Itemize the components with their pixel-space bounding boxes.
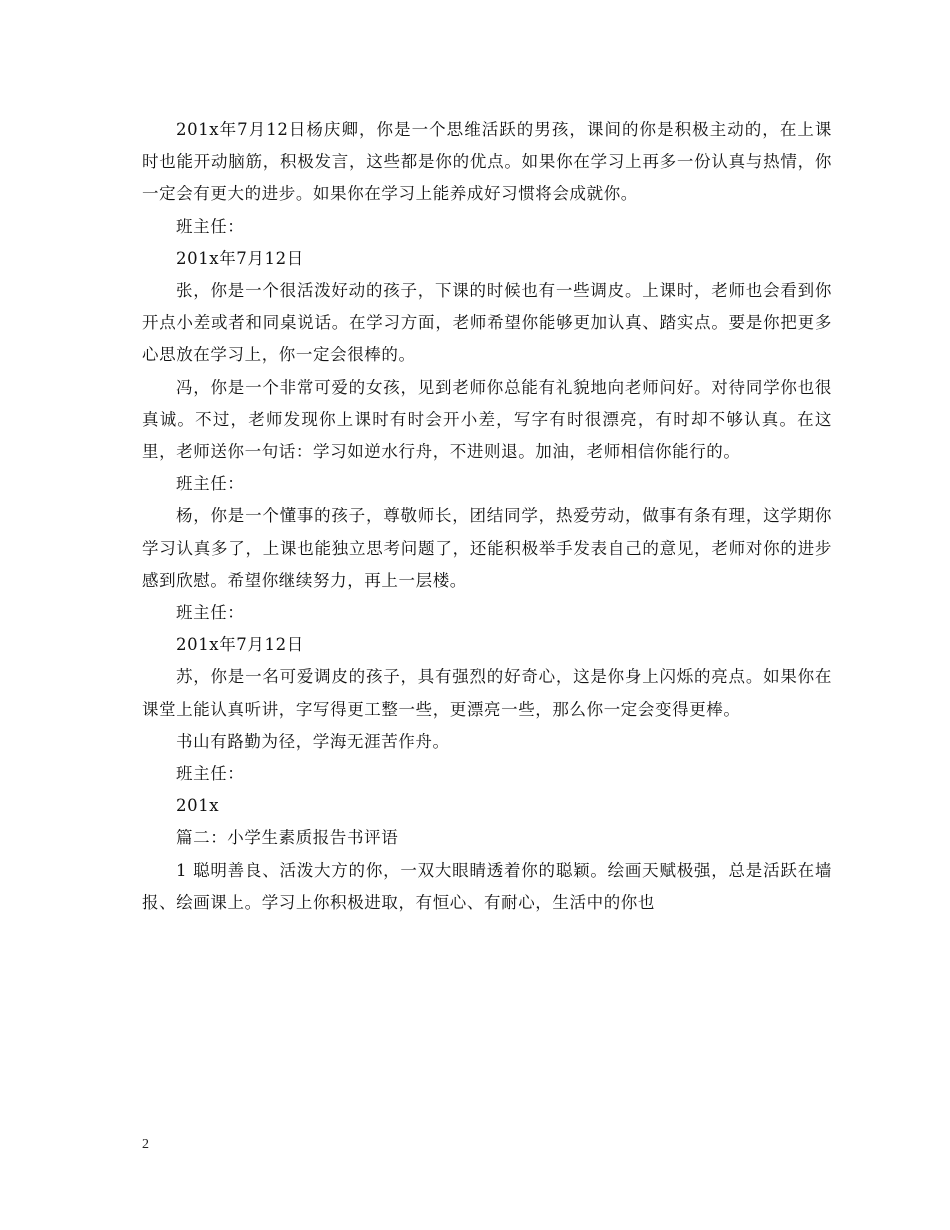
paragraph: 张，你是一个很活泼好动的孩子，下课的时候也有一些调皮。上课时，老师也会看到你开点小差或者和同桌说话。在学习方面，老师希望你能够更加认真、踏实点。要是你把更多心思放在学习上，你一定会很棒的。 [142, 281, 832, 365]
quote-line: 书山有路勤为径，学海无涯苦作舟。 [176, 731, 450, 751]
section-heading: 篇二：小学生素质报告书评语 [176, 828, 399, 848]
signature-line: 班主任： [176, 474, 245, 494]
paragraph: 201x年7月12日杨庆卿，你是一个思维活跃的男孩，课间的你是积极主动的，在上课时也能开动脑筋，积极发言，这些都是你的优点。如果你在学习上再多一份认真与热情，你一定会有更大的进步。如果你在学习上能养成好习惯将会成就你。 [142, 120, 832, 204]
paragraph: 杨，你是一个懂事的孩子，尊敬师长，团结同学，热爱劳动，做事有条有理，这学期你学习认真多了，上课也能独立思考问题了，还能积极举手发表自己的意见，老师对你的进步感到欣慰。希望你继续努力，再上一层楼。 [142, 506, 832, 590]
signature-line: 班主任： [176, 216, 245, 236]
paragraph: 苏，你是一名可爱调皮的孩子，具有强烈的好奇心，这是你身上闪烁的亮点。如果你在课堂上能认真听讲，字写得更工整一些，更漂亮一些，那么你一定会变得更棒。 [142, 667, 832, 719]
date-line: 201x年7月12日 [176, 635, 304, 655]
signature-line: 班主任： [176, 764, 245, 784]
date-line: 201x年7月12日 [176, 248, 304, 268]
page-number: 2 [142, 1137, 149, 1152]
paragraph: 1 聪明善良、活泼大方的你，一双大眼睛透着你的聪颖。绘画天赋极强，总是活跃在墙报、绘画课上。学习上你积极进取，有恒心、有耐心，生活中的你也 [142, 860, 832, 912]
signature-line: 班主任： [176, 603, 245, 623]
date-line: 201x [176, 796, 220, 816]
document-body [142, 114, 832, 919]
paragraph: 冯，你是一个非常可爱的女孩，见到老师你总能有礼貌地向老师问好。对待同学你也很真诚。不过，老师发现你上课时有时会开小差，写字有时很漂亮，有时却不够认真。在这里，老师送你一句话：学习如逆水行舟，不进则退。加油，老师相信你能行的。 [142, 377, 832, 462]
